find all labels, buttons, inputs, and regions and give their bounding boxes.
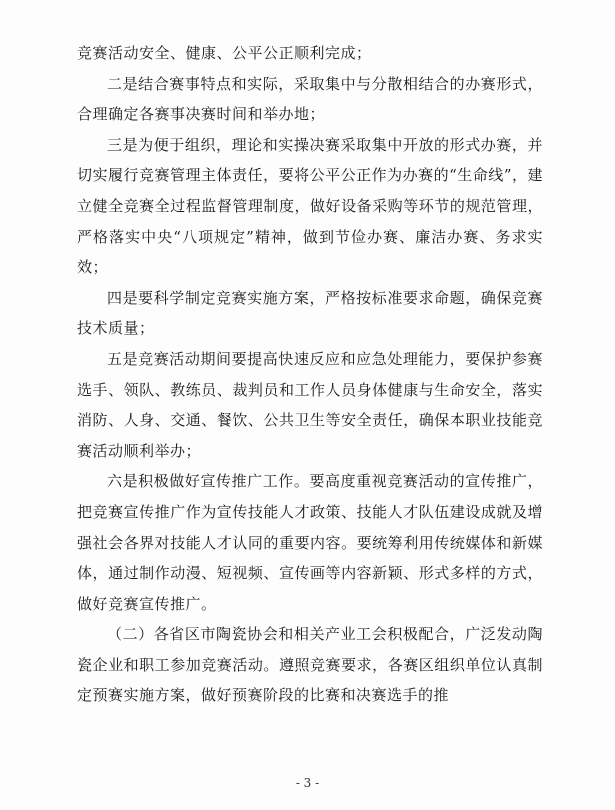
page-number: - 3 - — [295, 776, 320, 790]
paragraph-continuation: 竞赛活动安全、健康、公平公正顺利完成； — [77, 44, 372, 62]
paragraph-section-2: （二）各省区市陶瓷协会和相关产业工会积极配合，广泛发动陶瓷企业和职工参加竞赛活动。遵照竞赛要求，各赛区组织单位认真制定预赛实施方案，做好预赛阶段的比赛和决赛选手的推 — [77, 625, 543, 705]
document-body — [77, 38, 543, 711]
paragraph-item-2: 二是结合赛事特点和实际，采取集中与分散相结合的办赛形式，合理确定各赛事决赛时间和举办地； — [77, 74, 543, 124]
paragraph-item-5: 五是竞赛活动期间要提高快速反应和应急处理能力，要保护参赛选手、领队、教练员、裁判员和工作人员身体健康与生命安全，落实消防、人身、交通、餐饮、公共卫生等安全责任，确保本职业技能竞赛活动顺利举办； — [77, 349, 543, 460]
paragraph-item-3: 三是为便于组织，理论和实操决赛采取集中开放的形式办赛，并切实履行竞赛管理主体责任，要将公平公正作为办赛的“生命线”，建立健全竞赛全过程监督管理制度，做好设备采购等环节的规范管理，严格落实中央“八项规定”精神，做到节俭办赛、廉洁办赛、务求实效； — [77, 135, 543, 277]
paragraph-item-4: 四是要科学制定竞赛实施方案，严格按标准要求命题，确保竞赛技术质量； — [77, 288, 543, 338]
paragraph-item-6: 六是积极做好宣传推广工作。要高度重视竞赛活动的宣传推广，把竞赛宣传推广作为宣传技能人才政策、技能人才队伍建设成就及增强社会各界对技能人才认同的重要内容。要统筹利用传统媒体和新媒体，通过制作动漫、短视频、宣传画等内容新颖、形式多样的方式，做好竞赛宣传推广。 — [77, 472, 543, 613]
